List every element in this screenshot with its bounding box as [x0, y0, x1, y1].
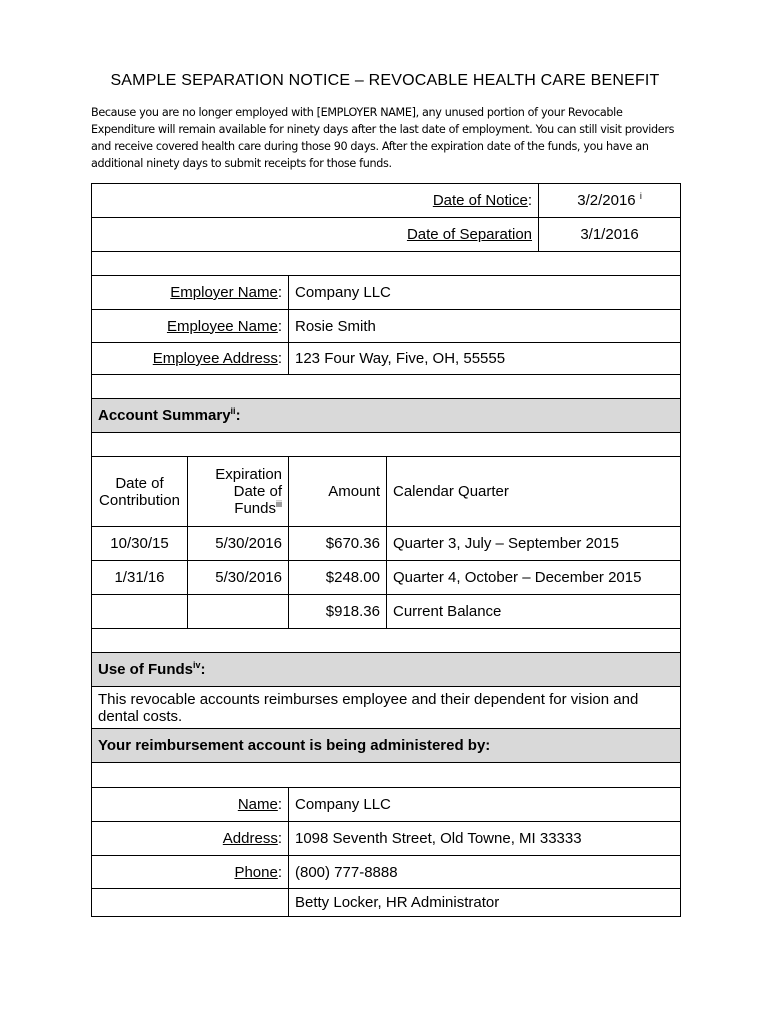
spacer-row	[92, 629, 681, 653]
spacer-row	[92, 763, 681, 788]
use-of-funds-heading-row	[92, 653, 681, 687]
use-of-funds-heading: Use of Funds	[98, 661, 194, 678]
employee-name-value: Rosie Smith	[289, 310, 681, 343]
date-of-notice-row	[92, 184, 681, 218]
employee-address-value: 123 Four Way, Five, OH, 55555	[289, 343, 681, 375]
column-header-amount: Amount	[289, 457, 387, 527]
employee-name-label: Employee Name	[166, 317, 278, 335]
footnote-marker-iv: iv	[193, 660, 201, 670]
account-summary-heading-cell: Account Summary$^{ii}$:	[92, 399, 681, 433]
separation-notice-form	[91, 183, 681, 917]
administrator-heading-row	[92, 729, 681, 763]
administrator-heading: Your reimbursement account is being administered by:	[92, 729, 681, 763]
intro-paragraph: Because you are no longer employed with [EMPLOYER NAME], any unused portion of your Revocable Expenditure will remain available for ninety days after the last date of employment. You can still visit providers and receive covered health care during those 90 days. After the expiration date of the funds, you have an additional ninety days to submit receipts for those funds.	[91, 106, 675, 170]
column-header-expiration-date: Expiration Date of Funds$^{iii}$	[188, 457, 289, 527]
table-row	[92, 527, 681, 561]
expiration-date: 5/30/2016	[188, 561, 289, 595]
employer-name-label-cell: Employer Name:	[92, 276, 289, 310]
total-row	[92, 595, 681, 629]
admin-address-row	[92, 822, 681, 856]
admin-phone-label-cell: Phone:	[92, 856, 289, 889]
date-of-separation-row	[92, 218, 681, 252]
admin-address-value: 1098 Seventh Street, Old Towne, MI 33333	[289, 822, 681, 856]
date-of-notice-value: 3/2/2016	[577, 192, 636, 209]
contribution-date: 1/31/16	[92, 561, 188, 595]
employee-address-label: Employee Address	[152, 350, 278, 367]
spacer-row	[92, 252, 681, 276]
calendar-quarter: Quarter 3, July – September 2015	[387, 527, 681, 561]
total-amount: $918.36	[289, 595, 387, 629]
contribution-date: 10/30/15	[92, 527, 188, 561]
column-header-calendar-quarter: Calendar Quarter	[387, 457, 681, 527]
admin-name-label-cell: Name:	[92, 788, 289, 822]
account-summary-heading-row	[92, 399, 681, 433]
employer-name-row	[92, 276, 681, 310]
date-of-notice-label-cell: Date of Notice:	[92, 184, 539, 218]
admin-name-row	[92, 788, 681, 822]
admin-phone-value: (800) 777-8888	[289, 856, 681, 889]
admin-address-label-cell: Address:	[92, 822, 289, 856]
admin-contact-value: Betty Locker, HR Administrator	[289, 889, 681, 917]
footnote-marker-iii: iii	[276, 499, 282, 509]
admin-contact-row	[92, 889, 681, 917]
current-balance-label: Current Balance	[387, 595, 681, 629]
date-of-notice-label: Date of Notice	[432, 192, 528, 209]
table-row	[92, 561, 681, 595]
amount: $670.36	[289, 527, 387, 561]
admin-phone-row	[92, 856, 681, 889]
document-title: SAMPLE SEPARATION NOTICE – REVOCABLE HEALTH CARE BENEFIT	[110, 72, 660, 89]
employer-name-label: Employer Name	[170, 284, 278, 301]
amount: $248.00	[289, 561, 387, 595]
employee-address-label-cell: Employee Address:	[92, 343, 289, 375]
admin-phone-label: Phone	[234, 863, 278, 881]
spacer-row	[92, 433, 681, 457]
employer-name-value: Company LLC	[289, 276, 681, 310]
admin-address-label: Address	[222, 830, 278, 847]
use-of-funds-text: This revocable accounts reimburses employee and their dependent for vision and dental costs.	[92, 687, 681, 729]
account-summary-heading: Account Summary	[98, 407, 231, 424]
date-of-separation-label: Date of Separation	[406, 226, 533, 243]
admin-name-label: Name	[237, 796, 278, 813]
date-of-notice-value-cell	[539, 184, 681, 218]
column-header-date-of-contribution: Date of Contribution	[92, 457, 188, 527]
employee-name-row	[92, 310, 681, 343]
expiration-date: 5/30/2016	[188, 527, 289, 561]
use-of-funds-row	[92, 687, 681, 729]
date-of-separation-value: 3/1/2016	[539, 218, 681, 252]
footnote-marker-i: i	[639, 191, 642, 201]
footnote-marker-ii: ii	[230, 406, 236, 416]
date-of-separation-label-cell	[92, 218, 539, 252]
employee-name-label-cell: Employee Name:	[92, 310, 289, 343]
account-summary-header-row	[92, 457, 681, 527]
calendar-quarter: Quarter 4, October – December 2015	[387, 561, 681, 595]
use-of-funds-heading-cell: Use of Funds$^{iv}$:	[92, 653, 681, 687]
employee-address-row	[92, 343, 681, 375]
admin-name-value: Company LLC	[289, 788, 681, 822]
spacer-row	[92, 375, 681, 399]
